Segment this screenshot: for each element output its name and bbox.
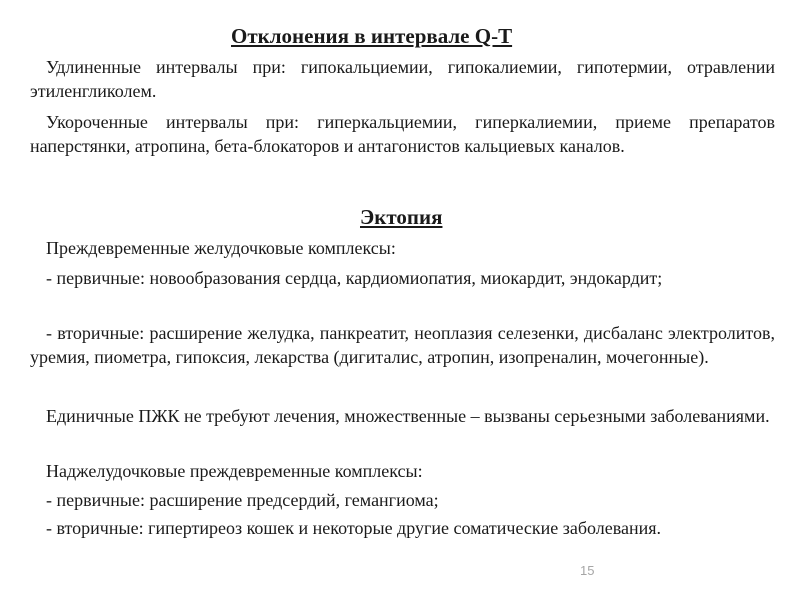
supraventricular-heading: Наджелудочковые преждевременные комплексы: (46, 461, 423, 481)
qt-section-title: Отклонения в интервале Q-T (231, 24, 513, 48)
qt-shortened-paragraph: Укороченные интервалы при: гиперкальциемии, гиперкалиемии, приеме препаратов наперстянки, атропина, бета-блокаторов и антагонистов кальциевых каналов. (30, 112, 775, 156)
qt-prolonged-paragraph: Удлиненные интервалы при: гипокальциемии, гипокалиемии, гипотермии, отравлении этиленгликолем. (30, 57, 775, 101)
ventricular-primary: - первичные: новообразования сердца, кардиомиопатия, миокардит, эндокардит; (46, 268, 663, 288)
page-number: 15 (580, 563, 595, 578)
single-pvc-note: Единичные ПЖК не требуют лечения, множественные – вызваны серьезными заболеваниями. (46, 406, 770, 426)
ventricular-secondary: - вторичные: расширение желудка, панкреатит, неоплазия селезенки, дисбаланс электролитов, уремия, пиометра, гипоксия, лекарства (дигиталис, атропин, изопреналин, мочегонные). (30, 323, 775, 367)
supraventricular-secondary: - вторичные: гипертиреоз кошек и некоторые другие соматические заболевания. (46, 518, 662, 538)
supraventricular-primary: - первичные: расширение предсердий, гемангиома; (46, 490, 439, 510)
ectopy-section-title: Эктопия (360, 205, 443, 229)
ventricular-heading: Преждевременные желудочковые комплексы: (46, 238, 396, 258)
